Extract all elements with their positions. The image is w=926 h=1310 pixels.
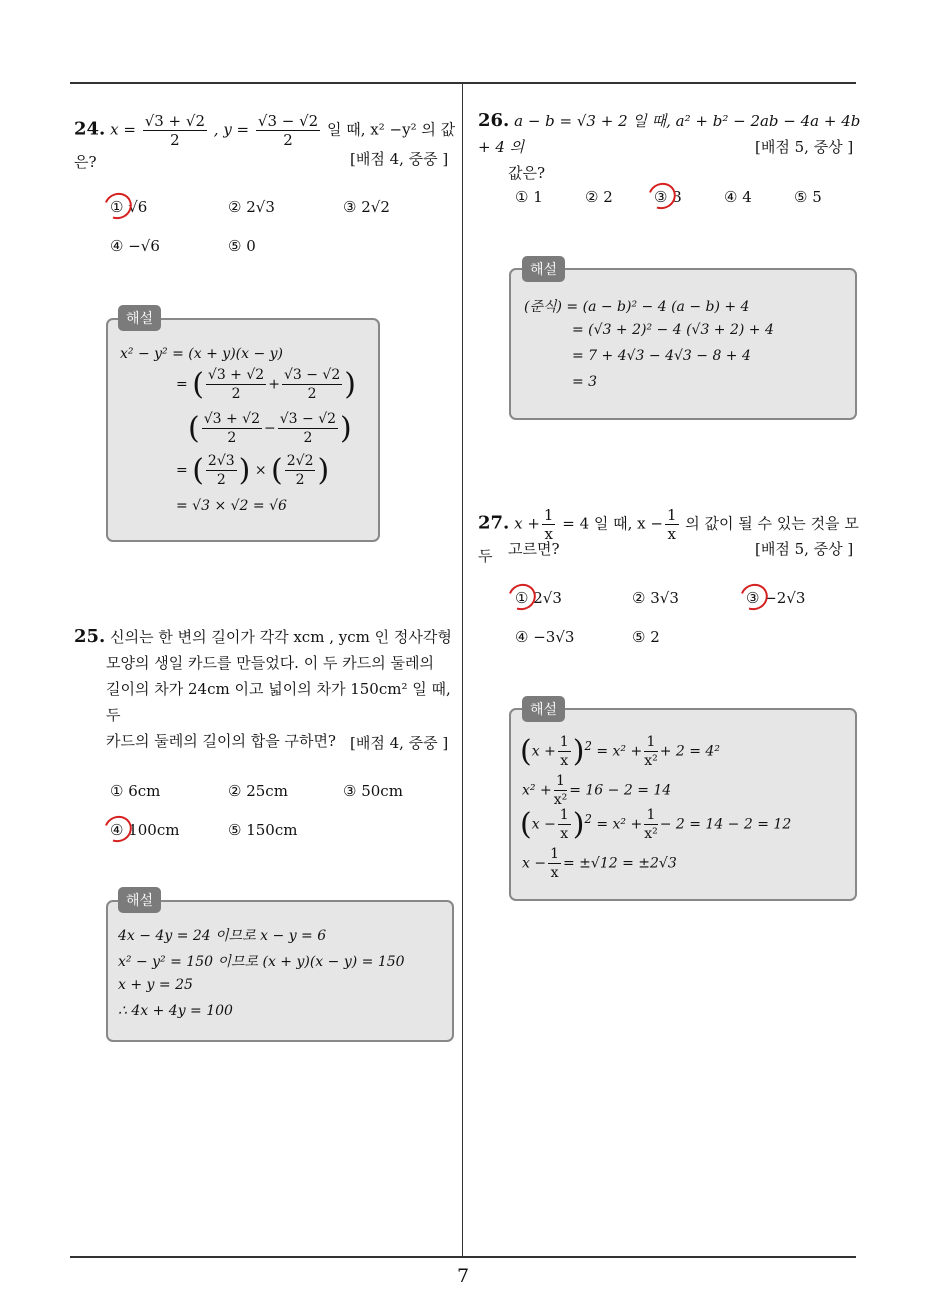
option-5[interactable]: ⑤ 2 [632, 628, 660, 646]
score-label: [배점 4, 중중 ] [350, 150, 449, 168]
stem-part: 일 때, x² −y² 의 값은? [74, 120, 456, 171]
top-rule [70, 82, 856, 84]
solution-line: = ( $\frac{2√3}{2}$ ) × ( $\frac{2√2}{2}$ ) [176, 453, 330, 488]
solution-line: x² + $\frac{1}{\text{x²}}$ = 16 − 2 = 14 [522, 773, 672, 808]
stem-part: , y = [213, 120, 250, 139]
solution-line: ( $\frac{√3 + √2}{2}$ − $\frac{√3 - √2}{2}$ ) [188, 411, 352, 446]
stem-part: = 4 일 때, x − [562, 514, 663, 533]
solution-line: x + y = 25 [118, 977, 193, 993]
fraction: $\frac{√3 + √2}{2}$ [144, 112, 205, 149]
solution-line: (x + $\frac{1}{x}$ )$^2$ = x² + $\frac{1}{\text{x²}}$ + 2 = 4² [520, 734, 720, 769]
answer-mark-circle [736, 579, 772, 614]
solution-line: x² − y² = 150 이므로 (x + y)(x − y) = 150 [118, 954, 405, 970]
stem-line: 고르면? [508, 540, 560, 558]
option-1[interactable]: ① √6 [110, 198, 148, 216]
answer-mark-circle [100, 188, 136, 223]
question-number: 24. [74, 118, 106, 140]
option-4[interactable]: ④ −3√3 [515, 628, 575, 646]
option-2[interactable]: ② 25cm [228, 782, 288, 800]
page-number: 7 [456, 1265, 470, 1287]
option-5[interactable]: ⑤ 0 [228, 237, 256, 255]
stem-line: 카드의 둘레의 길이의 합을 구하면? [106, 732, 336, 750]
option-1[interactable]: ① 1 [515, 188, 543, 206]
solution-tag: 해설 [118, 887, 161, 913]
solution-line: = ( $\frac{√3 + √2}{2}$ + $\frac{√3 - √2}{2}$ ) [176, 367, 356, 402]
score-label: [배점 4, 중중 ] [350, 734, 449, 752]
stem-line: a − b = √3 + 2 일 때, a² + b² − 2ab − 4a + 4b + 4 의 [478, 112, 861, 156]
fraction: $\frac{1}{x}$ [666, 506, 677, 543]
solution-line: x² − y² = (x + y)(x − y) [120, 346, 284, 362]
fraction: $\frac{√3 - √2}{2}$ [257, 112, 319, 149]
option-3[interactable]: ③ −2√3 [746, 589, 806, 607]
solution-line: = (√3 + 2)² − 4 (√3 + 2) + 4 [572, 322, 774, 338]
solution-box [106, 900, 454, 1042]
option-5[interactable]: ⑤ 5 [794, 188, 822, 206]
solution-box [509, 268, 857, 420]
question-number: 26. [478, 110, 510, 131]
option-2[interactable]: ② 2 [585, 188, 613, 206]
stem-part: 의 값이 될 수 있는 것을 모두 [478, 514, 859, 565]
solution-line: ∴ 4x + 4y = 100 [118, 1003, 233, 1019]
solution-line: = √3 × √2 = √6 [176, 498, 287, 514]
option-5[interactable]: ⑤ 150cm [228, 821, 298, 839]
score-label: [배점 5, 중상 ] [755, 138, 854, 156]
solution-tag: 해설 [118, 305, 161, 331]
option-1[interactable]: ① 6cm [110, 782, 161, 800]
solution-line: = 7 + 4√3 − 4√3 − 8 + 4 [572, 348, 751, 364]
solution-tag: 해설 [522, 696, 565, 722]
answer-mark-circle [100, 811, 136, 846]
stem-line: 값은? [508, 164, 546, 182]
option-3[interactable]: ③ 3 [654, 188, 682, 206]
bottom-rule [70, 1256, 856, 1258]
question-number: 25. [74, 626, 106, 647]
option-4[interactable]: ④ −√6 [110, 237, 160, 255]
option-2[interactable]: ② 2√3 [228, 198, 275, 216]
solution-line: 4x − 4y = 24 이므로 x − y = 6 [118, 928, 327, 944]
score-label: [배점 5, 중상 ] [755, 540, 854, 558]
stem-line: 신의는 한 변의 길이가 각각 xcm , ycm 인 정사각형 [110, 628, 452, 646]
stem-line: 길이의 차가 24cm 이고 넓이의 차가 150cm² 일 때, 두 [106, 680, 451, 724]
answer-mark-circle [504, 579, 540, 614]
stem-line: 모양의 생일 카드를 만들었다. 이 두 카드의 둘레의 [106, 654, 434, 672]
question-number: 27. [478, 512, 510, 534]
solution-line: (준식) = (a − b)² − 4 (a − b) + 4 [524, 299, 750, 315]
fraction: $\frac{1}{x}$ [543, 506, 554, 543]
option-1[interactable]: ① 2√3 [515, 589, 562, 607]
option-4[interactable]: ④ 100cm [110, 821, 180, 839]
stem-part: x = [110, 120, 136, 139]
column-divider [462, 84, 463, 1256]
solution-line: (x − $\frac{1}{x}$ )$^2$ = x² + $\frac{1}{\text{x²}}$ − 2 = 14 − 2 = 12 [520, 807, 792, 842]
solution-tag: 해설 [522, 256, 565, 282]
option-3[interactable]: ③ 2√2 [343, 198, 390, 216]
solution-line: x − $\frac{1}{x}$ = ±√12 = ±2√3 [522, 846, 677, 881]
option-3[interactable]: ③ 50cm [343, 782, 403, 800]
option-2[interactable]: ② 3√3 [632, 589, 679, 607]
stem-part: x + [514, 514, 540, 533]
option-4[interactable]: ④ 4 [724, 188, 752, 206]
solution-line: = 3 [572, 374, 598, 390]
